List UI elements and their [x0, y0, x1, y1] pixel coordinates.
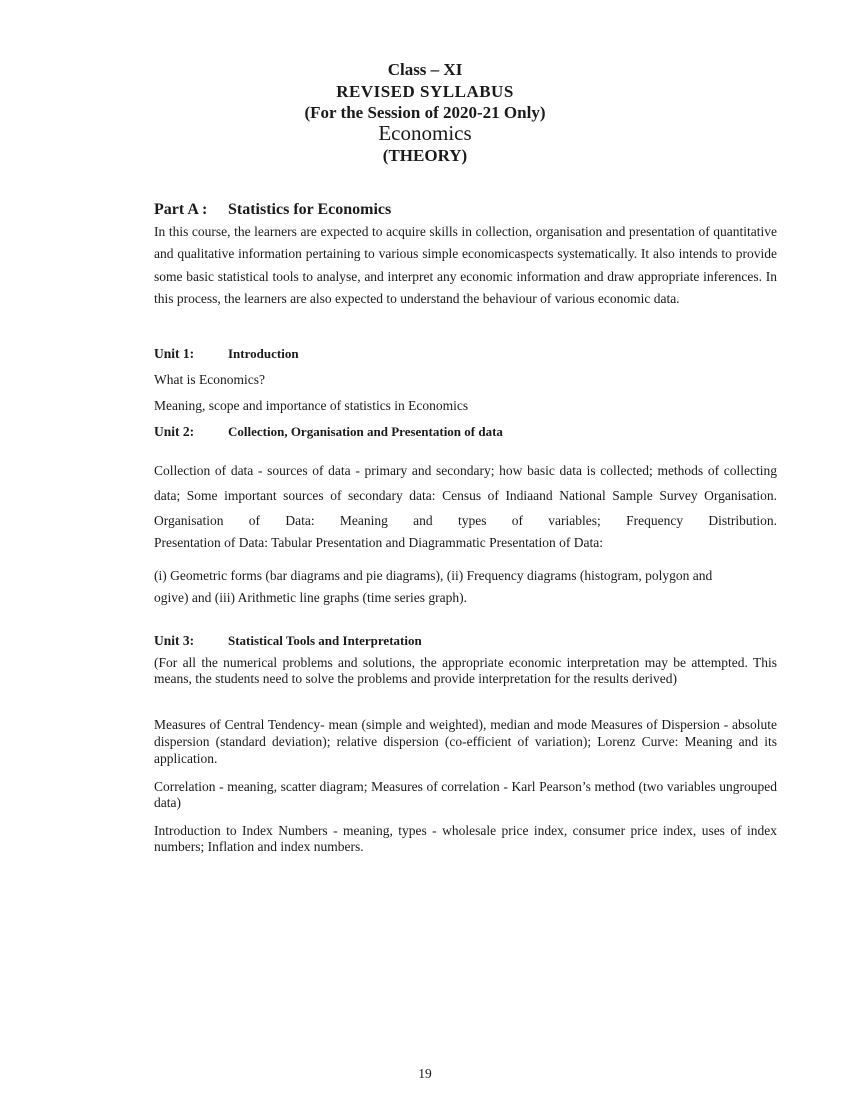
unit1-title: Introduction — [228, 346, 299, 361]
class-heading: Class – XI — [387, 60, 463, 79]
unit3-paragraph-2: Measures of Central Tendency- mean (simple and weighted), median and mode Measures of Dispersion - absolute dispersion (standard deviation); relative dispersion (co-efficient of variation); Lorenz Curve: Meaning and its application. — [154, 717, 777, 766]
part-a-title: Statistics for Economics — [228, 201, 392, 218]
part-a-intro: In this course, the learners are expected to acquire skills in collection, organisation and presentation of quantitative and qualitative information pertaining to various simple economicaspects systematically. It also intends to provide some basic statistical tools to analyse, and interpret any economic information and draw appropriate inferences. In this process, the learners are also expected to understand the behaviour of various economic data. — [154, 224, 777, 307]
unit2-number: Unit 2: — [154, 424, 195, 439]
part-a-heading — [154, 201, 777, 219]
unit3-paragraph-4: Introduction to Index Numbers - meaning, types - wholesale price index, consumer price index, uses of index numbers; Inflation and index numbers. — [154, 823, 777, 854]
unit2-paragraph-1-last: Presentation of Data: Tabular Presentation and Diagrammatic Presentation of Data: — [154, 535, 604, 550]
unit3-title: Statistical Tools and Interpretation — [228, 633, 422, 648]
unit1-item-1: What is Economics? — [154, 372, 265, 387]
unit2-heading — [154, 424, 503, 440]
unit3-number: Unit 3: — [154, 633, 195, 648]
session-heading: (For the Session of 2020-21 Only) — [304, 103, 546, 122]
page-number: 19 — [418, 1066, 432, 1081]
unit3-paragraph-3: Correlation - meaning, scatter diagram; Measures of correlation - Karl Pearson’s method (two variables ungrouped data) — [154, 779, 777, 810]
unit3-paragraph-1: (For all the numerical problems and solutions, the appropriate economic interpretation may be attempted. This means, the students need to solve the problems and provide interpretation for the results derived) — [154, 655, 777, 686]
theory-heading: (THEORY) — [382, 146, 468, 165]
unit2-paragraph-2: (i) Geometric forms (bar diagrams and pie diagrams), (ii) Frequency diagrams (histogram, polygon and ogive) and (iii) Arithmetic line graphs (time series graph). — [154, 568, 713, 605]
unit2-paragraph-1: Collection of data - sources of data - primary and secondary; how basic data is collected; methods of collecting data; Some important sources of secondary data: Census of Indiaand National Sample Survey Organisation. Organisation of Data: Meaning and types of variables; Frequency Distribution. — [154, 463, 777, 528]
unit1-number: Unit 1: — [154, 346, 195, 361]
subject-heading: Economics — [378, 121, 472, 145]
unit2-title: Collection, Organisation and Presentation of data — [228, 424, 503, 439]
syllabus-heading: REVISED SYLLABUS — [336, 82, 514, 101]
unit1-item-2: Meaning, scope and importance of statistics in Economics — [154, 398, 469, 413]
unit1-heading — [154, 346, 299, 362]
part-a-label: Part A : — [154, 201, 208, 218]
unit3-heading — [154, 633, 422, 649]
